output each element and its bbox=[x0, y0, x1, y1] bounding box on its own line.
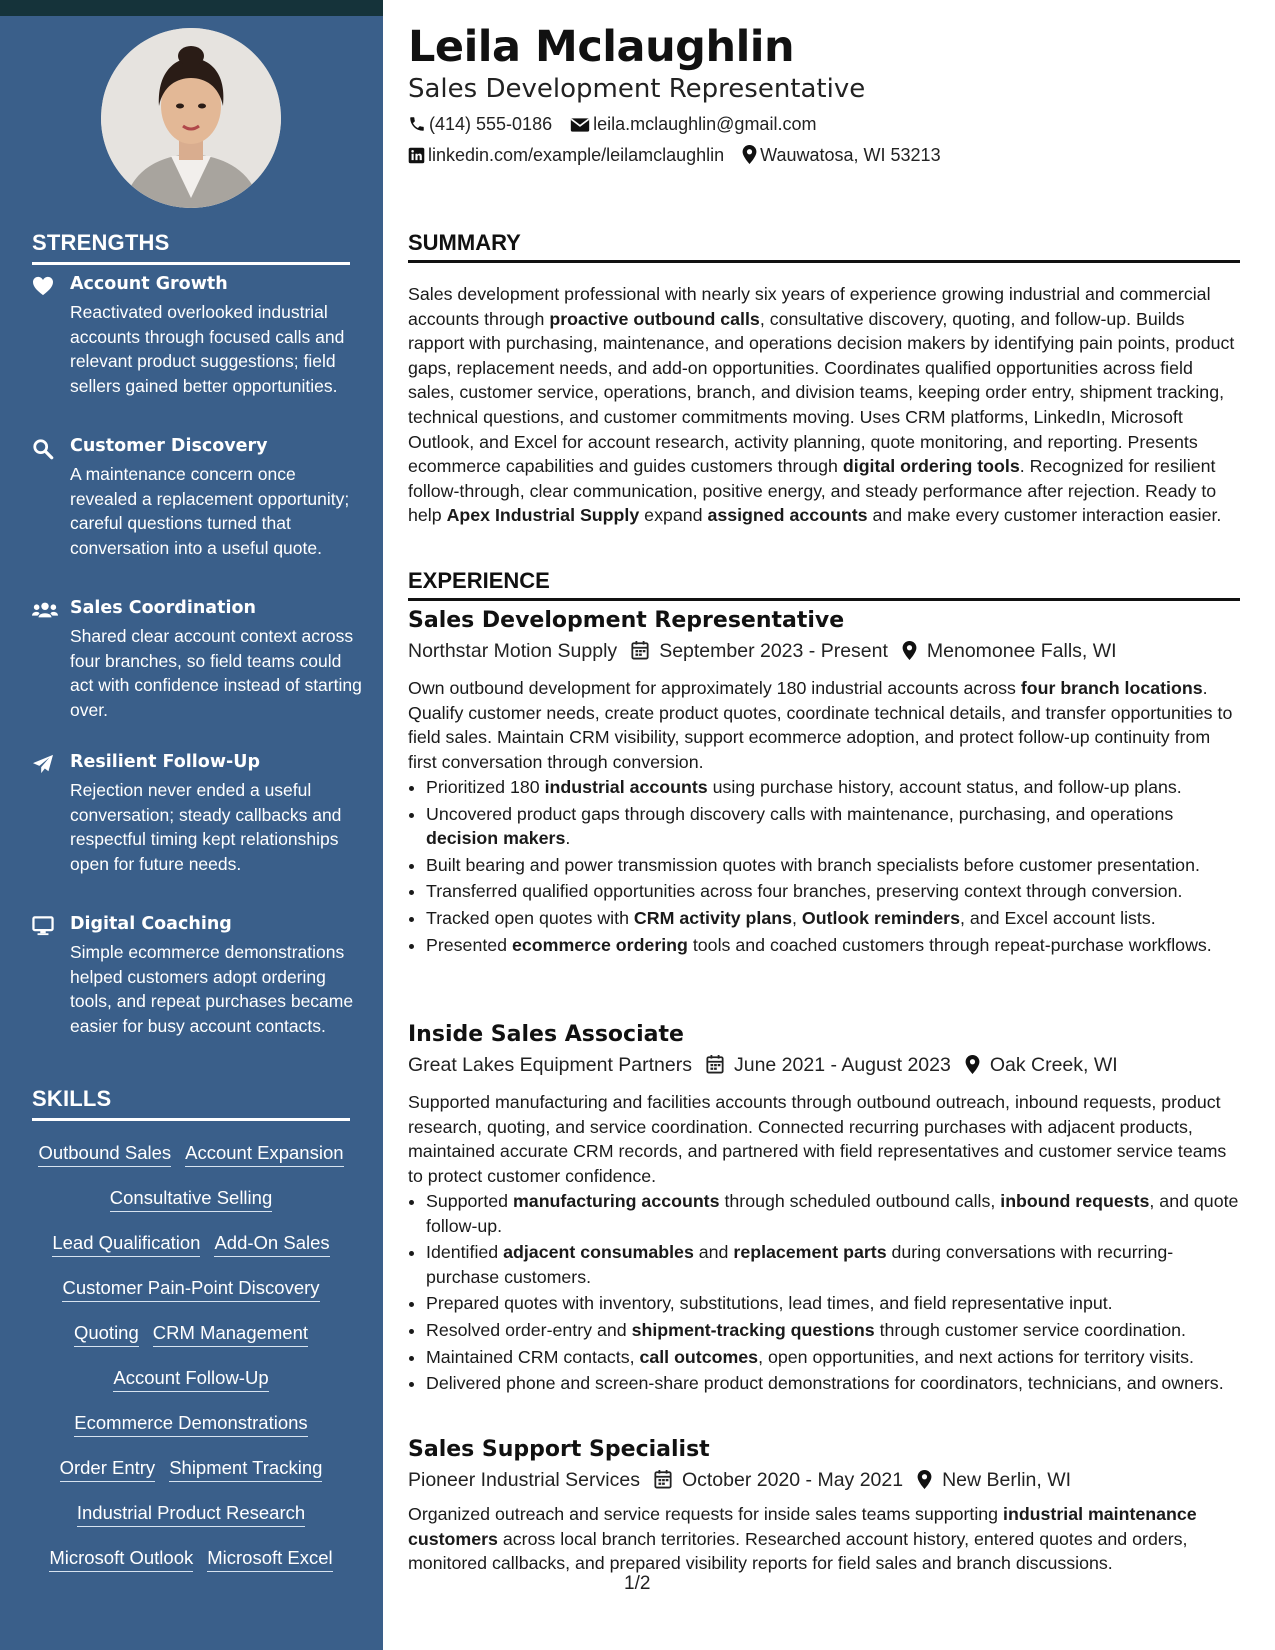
text-run: Organized outreach and service requests for inside sales teams supporting bbox=[408, 1504, 1004, 1524]
bold-text: Apex Industrial Supply bbox=[446, 505, 640, 526]
contact-row-1 bbox=[408, 114, 816, 138]
text-run: and make every customer interaction easier. bbox=[867, 505, 1222, 526]
text-run: and bbox=[693, 1242, 734, 1263]
linkedin-text: linkedin.com/example/leilamclaughlin bbox=[428, 145, 725, 165]
job-title: Inside Sales Associate bbox=[408, 1022, 684, 1047]
text-run: Presented bbox=[426, 934, 512, 955]
bold-text: call outcomes bbox=[639, 1346, 759, 1367]
strength-title: Customer Discovery bbox=[70, 436, 268, 456]
profile-photo bbox=[101, 28, 281, 208]
job-summary bbox=[408, 676, 1240, 774]
phone-text: (414) 555-0186 bbox=[429, 114, 553, 134]
job-meta bbox=[408, 1469, 1071, 1492]
monitor-icon bbox=[32, 916, 56, 938]
text-run: . bbox=[565, 828, 571, 849]
sidebar-top-band bbox=[0, 0, 383, 16]
calendar-icon bbox=[654, 1469, 672, 1489]
job-dates: October 2020 - May 2021 bbox=[681, 1469, 904, 1491]
text-run: . Qualify customer needs, create product quotes, coordinate technical details, and transfer opportunities to field sales. Maintain CRM visibility, support ecommerce adoption, and protect follow-up continuity from first conversation through conversion. bbox=[408, 678, 1233, 772]
text-run: , and quote follow-up. bbox=[426, 1191, 1239, 1236]
bold-text: inbound requests bbox=[1000, 1191, 1150, 1211]
bold-text: adjacent consumables bbox=[503, 1242, 694, 1263]
skills-heading: SKILLS bbox=[32, 1086, 350, 1121]
bold-text: industrial accounts bbox=[544, 777, 708, 797]
job-bullets bbox=[408, 1189, 1240, 1398]
location-text: Wauwatosa, WI 53213 bbox=[760, 145, 941, 165]
job-company: Northstar Motion Supply bbox=[408, 640, 618, 662]
strength-digital-coaching bbox=[32, 914, 362, 1064]
text-run: Identified bbox=[426, 1242, 504, 1263]
job-dates: September 2023 - Present bbox=[659, 640, 888, 662]
bullet-item bbox=[426, 879, 1240, 904]
skill-tag: Add-On Sales bbox=[214, 1232, 329, 1257]
skill-tag: Account Expansion bbox=[185, 1142, 343, 1167]
skills-list bbox=[26, 1130, 356, 1580]
strength-desc: Simple ecommerce demonstrations helped customers adopt ordering tools, and repeat purchases became easier for busy account contacts. bbox=[70, 942, 354, 1036]
email-text: leila.mclaughlin@gmail.com bbox=[593, 114, 817, 134]
strength-desc: Reactivated overlooked industrial accounts through focused calls and relevant product suggestions; field sellers gained better opportunities. bbox=[70, 302, 345, 396]
job-dates: June 2021 - August 2023 bbox=[733, 1054, 951, 1076]
text-run: using purchase history, account status, and follow-up plans. bbox=[707, 777, 1182, 797]
text-run: , consultative discovery, quoting, and follow-up. Builds rapport with purchasing, maintenance, and operations decision makers by identifying pain points, product gaps, replacement needs, and add-on opportunities. Coordinates qualified opportunities across field sales, customer service, operations, branch, and division teams, keeping order entry, shipment tracking, technical questions, and customer commitments moving. Uses CRM platforms, LinkedIn, Microsoft Outlook, and Excel for account research, activity planning, quote monitoring, and reporting. Presents ecommerce capabilities and guides customers through bbox=[408, 308, 1235, 477]
skill-tag: Consultative Selling bbox=[110, 1187, 272, 1212]
experience-heading: EXPERIENCE bbox=[408, 568, 1240, 601]
bold-text: four branch locations bbox=[1020, 678, 1203, 698]
sidebar bbox=[0, 0, 383, 1650]
job-bullets bbox=[408, 775, 1240, 959]
job-location: Menomonee Falls, WI bbox=[926, 640, 1117, 662]
linkedin-icon bbox=[408, 147, 425, 169]
text-run: expand bbox=[639, 505, 708, 526]
bullet-item bbox=[426, 1318, 1240, 1343]
strengths-heading: STRENGTHS bbox=[32, 230, 350, 265]
text-run: Delivered phone and screen-share product demonstrations for coordinators, technicians, and owners. bbox=[426, 1373, 1224, 1394]
text-run: tools and coached customers through repeat-purchase workflows. bbox=[687, 934, 1212, 955]
skill-tag: Customer Pain-Point Discovery bbox=[62, 1277, 319, 1302]
candidate-role: Sales Development Representative bbox=[408, 74, 866, 104]
bold-text: decision makers bbox=[426, 828, 566, 849]
strength-title: Resilient Follow-Up bbox=[70, 752, 260, 772]
text-run: during conversations with recurring-purchase customers. bbox=[426, 1242, 1174, 1287]
bold-text: ecommerce ordering bbox=[512, 934, 688, 955]
job-summary bbox=[408, 1502, 1240, 1576]
bold-text: industrial maintenance customers bbox=[408, 1504, 1197, 1549]
bullet-item bbox=[426, 1371, 1240, 1396]
bullet-item bbox=[426, 775, 1240, 800]
strength-desc: A maintenance concern once revealed a replacement opportunity; careful questions turned that conversation into a useful quote. bbox=[70, 464, 350, 558]
skill-tag: Order Entry bbox=[60, 1457, 156, 1482]
bold-text: shipment-tracking questions bbox=[631, 1319, 875, 1340]
text-run: , open opportunities, and next actions for territory visits. bbox=[758, 1346, 1194, 1367]
skill-tag: Shipment Tracking bbox=[169, 1457, 322, 1482]
strength-sales-coordination bbox=[32, 598, 362, 728]
job-meta bbox=[408, 1054, 1118, 1077]
text-run: Maintained CRM contacts, bbox=[426, 1346, 640, 1367]
map-pin-icon bbox=[917, 1470, 932, 1489]
skill-tag: Microsoft Excel bbox=[207, 1547, 332, 1572]
paper-plane-icon bbox=[32, 754, 56, 776]
job-location: Oak Creek, WI bbox=[989, 1054, 1118, 1076]
skill-tag: Microsoft Outlook bbox=[49, 1547, 193, 1572]
strength-title: Sales Coordination bbox=[70, 598, 256, 618]
text-run: Supported manufacturing and facilities accounts through outbound outreach, inbound requests, product research, quoting, and service coordination. Connected recurring purchases with adjacent products, maintained accurate CRM records, and partnered with field representatives and customer service teams to protect customer confidence. bbox=[408, 1092, 1227, 1186]
bullet-item bbox=[426, 853, 1240, 878]
text-run: Transferred qualified opportunities across four branches, preserving context through conversion. bbox=[426, 881, 1183, 902]
bold-text: replacement parts bbox=[733, 1242, 887, 1263]
strength-title: Digital Coaching bbox=[70, 914, 232, 934]
text-run: Resolved order-entry and bbox=[426, 1319, 632, 1340]
job-company: Pioneer Industrial Services bbox=[408, 1469, 640, 1491]
search-icon bbox=[32, 438, 56, 460]
job-summary bbox=[408, 1090, 1240, 1188]
strength-customer-discovery bbox=[32, 436, 362, 586]
summary-text bbox=[408, 282, 1240, 528]
text-run: Prioritized 180 bbox=[426, 777, 545, 797]
bullet-item bbox=[426, 1240, 1240, 1289]
bold-text: Outlook reminders bbox=[801, 907, 960, 928]
bold-text: digital ordering tools bbox=[842, 456, 1020, 477]
skill-tag: Account Follow-Up bbox=[113, 1367, 268, 1392]
skill-tag: Quoting bbox=[74, 1322, 139, 1347]
text-run: Tracked open quotes with bbox=[426, 907, 634, 928]
job-title: Sales Development Representative bbox=[408, 608, 845, 633]
text-run: through customer service coordination. bbox=[874, 1319, 1186, 1340]
job-location: New Berlin, WI bbox=[942, 1469, 1072, 1491]
job-title: Sales Support Specialist bbox=[408, 1437, 710, 1462]
map-pin-icon bbox=[902, 641, 917, 660]
bullet-item bbox=[426, 1291, 1240, 1316]
skill-tag: Industrial Product Research bbox=[77, 1502, 305, 1527]
skill-tag: CRM Management bbox=[153, 1322, 308, 1347]
strength-desc: Shared clear account context across four branches, so field teams could act with confidence instead of starting over. bbox=[70, 626, 362, 720]
page-number: 1/2 bbox=[624, 1573, 651, 1594]
users-icon bbox=[32, 600, 56, 622]
text-run: Uncovered product gaps through discovery calls with maintenance, purchasing, and operations bbox=[426, 803, 1174, 824]
map-pin-icon bbox=[742, 145, 757, 169]
bold-text: CRM activity plans bbox=[633, 907, 793, 928]
skill-tag: Ecommerce Demonstrations bbox=[74, 1412, 307, 1437]
calendar-icon bbox=[631, 640, 649, 660]
text-run: , and Excel account lists. bbox=[960, 907, 1156, 928]
strength-account-growth bbox=[32, 274, 362, 424]
bullet-item bbox=[426, 802, 1240, 851]
bold-text: proactive outbound calls bbox=[549, 308, 760, 329]
map-pin-icon bbox=[965, 1055, 980, 1074]
skill-tag: Lead Qualification bbox=[52, 1232, 200, 1257]
bullet-item bbox=[426, 1345, 1240, 1370]
bullet-item bbox=[426, 906, 1240, 931]
summary-heading: SUMMARY bbox=[408, 230, 1240, 263]
calendar-icon bbox=[706, 1054, 724, 1074]
text-run: Supported bbox=[426, 1191, 513, 1211]
strength-desc: Rejection never ended a useful conversation; steady callbacks and respectful timing kept relationships open for future needs. bbox=[70, 780, 342, 874]
strength-resilient-follow-up bbox=[32, 752, 362, 902]
envelope-icon bbox=[570, 117, 590, 138]
text-run: Own outbound development for approximately 180 industrial accounts across bbox=[408, 678, 1021, 698]
strength-title: Account Growth bbox=[70, 274, 228, 294]
heart-icon bbox=[32, 276, 56, 298]
phone-icon bbox=[408, 115, 426, 138]
bold-text: assigned accounts bbox=[707, 505, 868, 526]
text-run: across local branch territories. Researched account history, entered quotes and orders, monitored callbacks, and prepared visibility reports for field sales and branch discussions. bbox=[408, 1528, 1188, 1574]
bullet-item bbox=[426, 933, 1240, 958]
job-meta bbox=[408, 640, 1117, 663]
contact-row-2 bbox=[408, 145, 941, 169]
job-company: Great Lakes Equipment Partners bbox=[408, 1054, 692, 1076]
text-run: Prepared quotes with inventory, substitutions, lead times, and field representative input. bbox=[426, 1293, 1113, 1314]
text-run: . Recognized for resilient follow-through, clear communication, positive energy, and steady performance after rejection. Ready to help bbox=[408, 456, 1217, 526]
bold-text: manufacturing accounts bbox=[513, 1191, 720, 1211]
candidate-name: Leila Mclaughlin bbox=[408, 22, 795, 72]
text-run: Built bearing and power transmission quotes with branch specialists before customer presentation. bbox=[426, 854, 1200, 875]
skill-tag: Outbound Sales bbox=[38, 1142, 171, 1167]
text-run: through scheduled outbound calls, bbox=[719, 1191, 1001, 1211]
bullet-item bbox=[426, 1189, 1240, 1238]
text-run: Sales development professional with nearly six years of experience growing industrial and commercial accounts through bbox=[408, 284, 1211, 329]
text-run: , bbox=[792, 907, 802, 928]
